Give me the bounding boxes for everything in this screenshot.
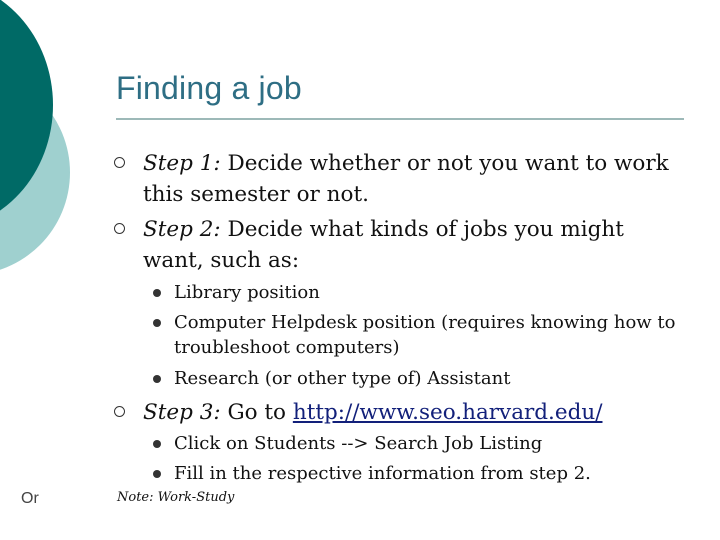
filled-bullet-icon: [153, 375, 161, 383]
step-2-label: Step 2:: [143, 217, 221, 242]
step-2-text: Decide what kinds of jobs you might want, such as:: [143, 217, 624, 273]
step-3-text: Go to: [220, 400, 293, 425]
filled-bullet-icon: [153, 289, 161, 297]
step-1-text: Decide whether or not you want to work this semester or not.: [143, 151, 669, 207]
hollow-bullet-icon: [114, 157, 125, 168]
sub-bullet-helpdesk: [174, 310, 684, 360]
filled-bullet-icon: [153, 319, 161, 327]
hollow-bullet-icon: [114, 223, 125, 234]
filled-bullet-icon: [153, 470, 161, 478]
footer-text: Or: [21, 490, 39, 507]
step-1-label: Step 1:: [143, 151, 221, 176]
sub-bullet-text: Computer Helpdesk position (requires knowing how to troubleshoot computers): [174, 312, 676, 358]
sub-bullet-fill-in: [174, 461, 684, 486]
seo-link[interactable]: http://www.seo.harvard.edu/: [292, 400, 603, 425]
sub-bullet-text: Click on Students --> Search Job Listing: [174, 433, 543, 454]
sub-bullet-library: [174, 280, 684, 305]
slide-title: Finding a job: [116, 70, 302, 106]
bullet-step-2: [143, 214, 683, 276]
bullet-step-1: [143, 148, 683, 210]
work-study-note: Note: Work-Study: [117, 490, 235, 505]
sub-bullet-research: [174, 366, 684, 391]
sub-bullet-text: Fill in the respective information from step 2.: [174, 463, 591, 484]
sub-bullet-text: Library position: [174, 282, 320, 303]
sub-bullet-students: [174, 431, 684, 456]
filled-bullet-icon: [153, 440, 161, 448]
step-3-label: Step 3:: [143, 400, 221, 425]
bullet-step-3: [143, 397, 683, 428]
sub-bullet-text: Research (or other type of) Assistant: [174, 368, 511, 389]
hollow-bullet-icon: [114, 406, 125, 417]
